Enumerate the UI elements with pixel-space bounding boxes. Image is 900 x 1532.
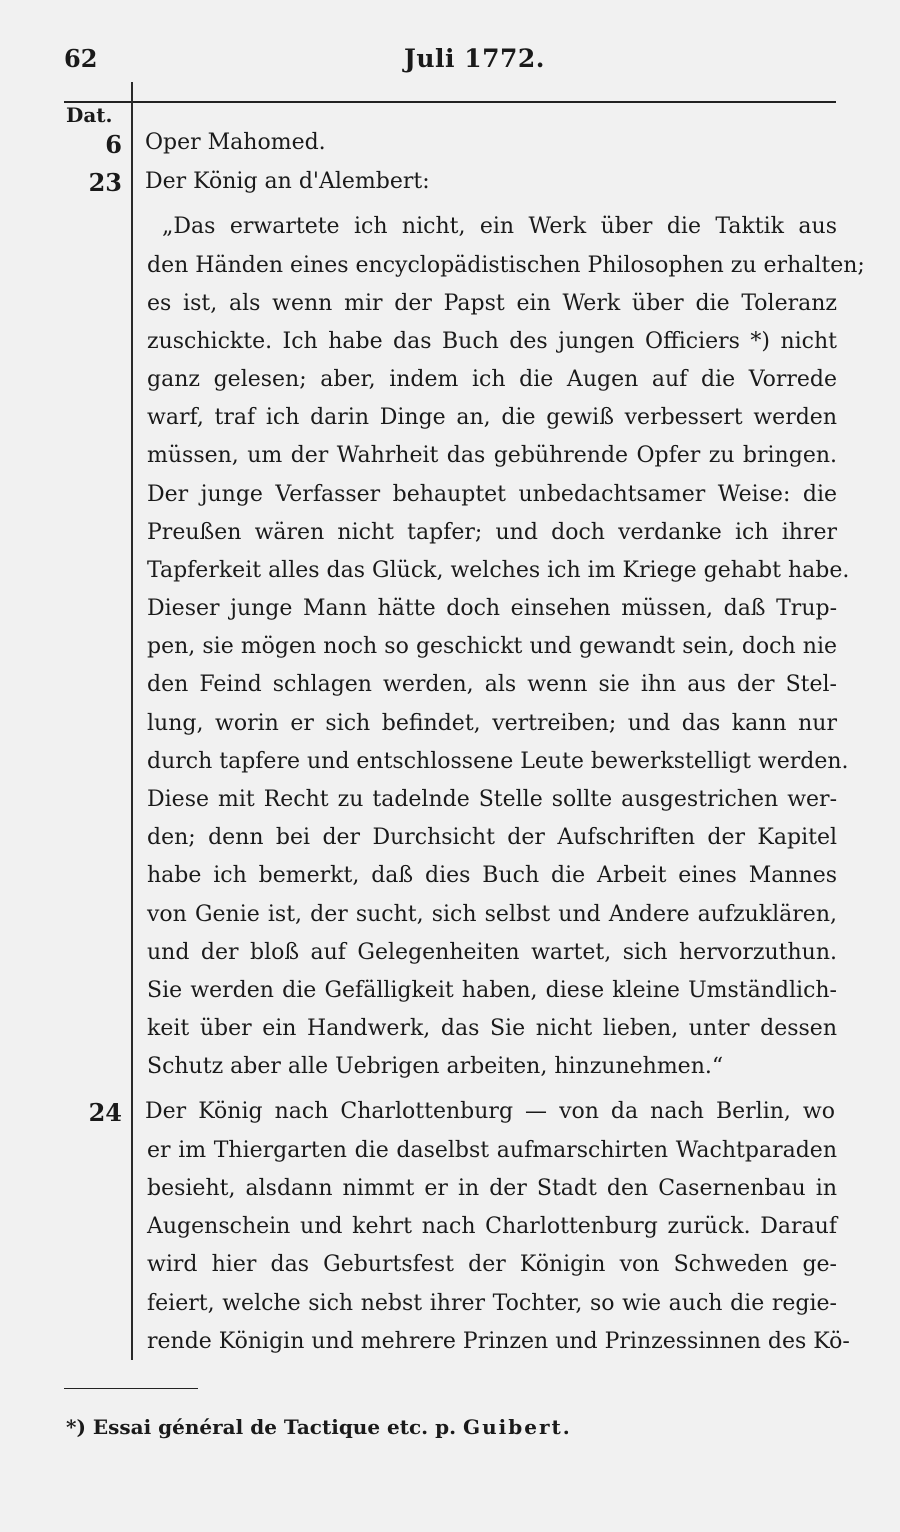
footnote-rule <box>64 1388 198 1389</box>
entry-line: durch tapfere und entschlossene Leute bewerkstelligt werden. <box>147 749 849 774</box>
footnote-marker: *) <box>66 1415 86 1439</box>
header-rule <box>64 101 836 103</box>
date-column-rule <box>131 82 133 1360</box>
entry-line: den Feind schlagen werden, als wenn sie ihn aus der Stel- <box>147 672 837 697</box>
entry-line: Tapferkeit alles das Glück, welches ich im Kriege gehabt habe. <box>147 558 850 583</box>
entry-line: er im Thiergarten die daselbst aufmarschirten Wachtparaden <box>147 1138 837 1163</box>
entry-line: Der junge Verfasser behauptet unbedachtsamer Weise: die <box>147 482 837 507</box>
entry-date: 6 <box>105 130 122 159</box>
page-header <box>64 44 834 84</box>
entry-line: habe ich bemerkt, daß dies Buch die Arbeit eines Mannes <box>147 863 837 888</box>
entry-line: den Händen eines encyclopädistischen Philosophen zu erhalten; <box>147 253 865 278</box>
date-column-label: Dat. <box>66 103 113 127</box>
entry-line: es ist, als wenn mir der Papst ein Werk über die Toleranz <box>147 291 837 316</box>
entry-line: wird hier das Geburtsfest der Königin von Schweden ge- <box>147 1252 837 1277</box>
entry-line: ganz gelesen; aber, indem ich die Augen auf die Vorrede <box>147 367 837 392</box>
entry-line: Oper Mahomed. <box>145 130 326 155</box>
entry-line: Preußen wären nicht tapfer; und doch verdanke ich ihrer <box>147 520 837 545</box>
footnote <box>66 1415 572 1439</box>
entry-line: pen, sie mögen noch so geschickt und gewandt sein, doch nie <box>147 634 837 659</box>
entry-line: und der bloß auf Gelegenheiten wartet, sich hervorzuthun. <box>147 940 837 965</box>
entry-line: lung, worin er sich befindet, vertreiben; und das kann nur <box>147 711 837 736</box>
entry-line: „Das erwartete ich nicht, ein Werk über die Taktik aus <box>162 214 837 239</box>
entry-line: Schutz aber alle Uebrigen arbeiten, hinzunehmen.“ <box>147 1054 724 1079</box>
entry-line: feiert, welche sich nebst ihrer Tochter, so wie auch die regie- <box>147 1291 837 1316</box>
entry-line: Sie werden die Gefälligkeit haben, diese kleine Umständlich- <box>147 978 837 1003</box>
entry-line: rende Königin und mehrere Prinzen und Prinzessinnen des Kö- <box>147 1329 850 1354</box>
entry-line: Diese mit Recht zu tadelnde Stelle sollte ausgestrichen wer- <box>147 787 837 812</box>
entry-line: warf, traf ich darin Dinge an, die gewiß verbessert werden <box>147 405 837 430</box>
entry-line: Der König an d'Alembert: <box>145 169 430 194</box>
footnote-author: Guibert. <box>463 1415 572 1439</box>
entry-date: 24 <box>88 1098 122 1127</box>
entry-line: Dieser junge Mann hätte doch einsehen müssen, daß Trup- <box>147 596 837 621</box>
entry-line: Augenschein und kehrt nach Charlottenburg zurück. Darauf <box>147 1214 837 1239</box>
entry-line: von Genie ist, der sucht, sich selbst und Andere aufzuklären, <box>147 902 837 927</box>
entry-line: müssen, um der Wahrheit das gebührende Opfer zu bringen. <box>147 443 837 468</box>
running-head: Juli 1772. <box>404 44 545 73</box>
entry-line: zuschickte. Ich habe das Buch des jungen Officiers *) nicht <box>147 329 837 354</box>
footnote-text: Essai général de Tactique etc. p. <box>92 1415 457 1439</box>
entry-line: besieht, alsdann nimmt er in der Stadt den Casernenbau in <box>147 1176 837 1201</box>
entry-line: keit über ein Handwerk, das Sie nicht lieben, unter dessen <box>147 1016 837 1041</box>
entry-line: Der König nach Charlottenburg — von da nach Berlin, wo <box>145 1099 835 1124</box>
page-number: 62 <box>64 44 98 73</box>
entry-line: den; denn bei der Durchsicht der Aufschriften der Kapitel <box>147 825 837 850</box>
entry-date: 23 <box>88 168 122 197</box>
